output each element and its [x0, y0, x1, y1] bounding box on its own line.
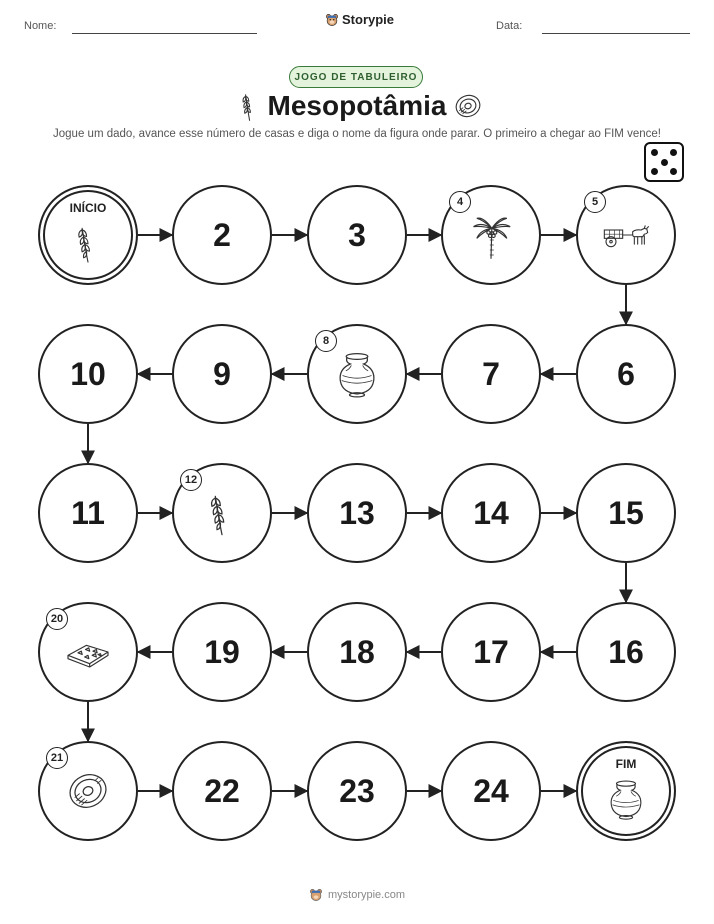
wheel-icon: [63, 766, 113, 816]
start-space: [38, 185, 138, 285]
board-space: [307, 185, 407, 285]
logo-text: Storypie: [342, 12, 395, 27]
clay-pot-icon: [332, 349, 382, 399]
space-number: 11: [71, 494, 105, 531]
board-space: [307, 741, 407, 841]
board-space: [307, 602, 407, 702]
picture-space: [38, 602, 138, 702]
start-label: INÍCIO: [69, 201, 107, 215]
space-number: 16: [608, 633, 644, 670]
space-number: 14: [473, 494, 509, 531]
board-space: [38, 324, 138, 424]
space-number: 6: [617, 355, 635, 392]
picture-space: [576, 185, 676, 285]
board-space: [441, 463, 541, 563]
board-space: [576, 602, 676, 702]
finish-label: FIM: [615, 757, 637, 771]
space-number: 15: [608, 494, 644, 531]
picture-space: [38, 741, 138, 841]
picture-space: [172, 463, 272, 563]
space-number: 17: [473, 633, 509, 670]
board-space: [172, 185, 272, 285]
footer: [0, 888, 714, 902]
space-number-tag: 5: [584, 191, 606, 213]
space-number: 22: [204, 772, 240, 809]
finish-space: [576, 741, 676, 841]
bear-icon: [309, 888, 323, 902]
board-space: [441, 741, 541, 841]
space-number: 24: [473, 772, 509, 809]
space-number-tag: 21: [46, 747, 68, 769]
board-space: [172, 741, 272, 841]
clay-pot-icon: [604, 777, 648, 821]
wheat-icon: [66, 221, 110, 265]
space-number-tag: 4: [449, 191, 471, 213]
space-number: 3: [348, 216, 366, 253]
space-number-tag: 12: [180, 469, 202, 491]
space-number-tag: 20: [46, 608, 68, 630]
board-space: [172, 602, 272, 702]
space-number: 9: [213, 355, 231, 392]
space-number: 10: [70, 355, 106, 392]
board-space: [172, 324, 272, 424]
space-number-tag: 8: [315, 330, 337, 352]
page-title: Mesopotâmia: [267, 90, 447, 121]
space-number: 7: [482, 355, 500, 392]
board-space: [441, 602, 541, 702]
board-space: [441, 324, 541, 424]
date-label: Data:: [496, 20, 523, 32]
board-space: [38, 463, 138, 563]
board-space: [576, 324, 676, 424]
game-instructions: Jogue um dado, avance esse número de casas e diga o nome da figura onde parar. O primeiro a chegar ao FIM vence!: [53, 128, 661, 140]
space-number: 18: [339, 633, 375, 670]
clay-tablet-icon: [63, 627, 113, 677]
board-space: [307, 463, 407, 563]
footer-site: mystorypie.com: [327, 889, 406, 901]
palm-tree-icon: [466, 210, 516, 260]
board-space: [576, 463, 676, 563]
game-type-badge: JOGO DE TABULEIRO: [289, 66, 423, 88]
space-number: 19: [204, 633, 240, 670]
space-number: 2: [213, 216, 231, 253]
name-label: Nome:: [24, 20, 57, 32]
picture-space: [441, 185, 541, 285]
space-number: 13: [339, 494, 375, 531]
picture-space: [307, 324, 407, 424]
space-number: 23: [339, 772, 375, 809]
ox-cart-icon: [601, 210, 651, 260]
wheat-icon: [197, 488, 247, 538]
